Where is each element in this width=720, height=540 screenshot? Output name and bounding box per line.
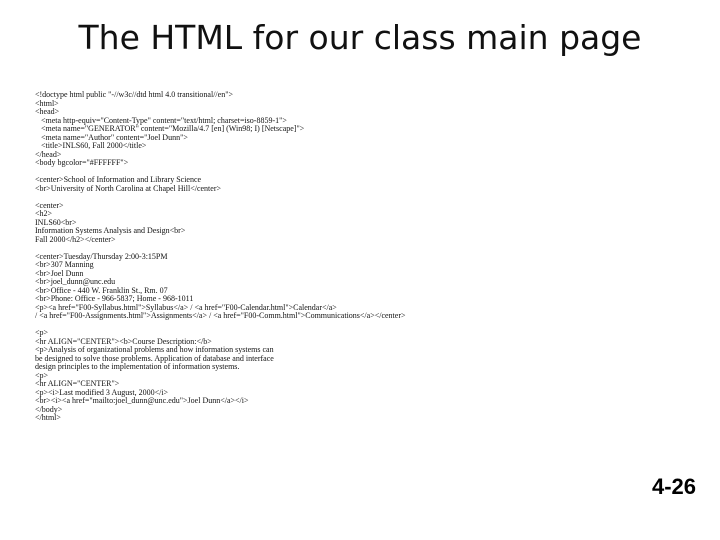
code-line	[35, 321, 695, 330]
code-line	[35, 244, 695, 253]
code-line: <body bgcolor="#FFFFFF">	[35, 159, 129, 167]
code-line: <meta name="GENERATOR" content="Mozilla/4.7 [en] (Win98; I) [Netscape]">	[35, 125, 305, 133]
code-line: <p>Analysis of organizational problems and how information systems can	[35, 346, 274, 354]
code-line: <h2>	[35, 210, 53, 218]
slide-number: 4-26	[651, 474, 696, 499]
code-line: <br>joel_dunn@unc.edu	[35, 278, 116, 286]
code-line: <br>Joel Dunn	[35, 269, 84, 278]
code-line: Fall 2000</h2></center>	[35, 235, 116, 244]
code-line: <head>	[35, 108, 60, 116]
code-line: </head>	[35, 150, 62, 159]
code-line: Information Systems Analysis and Design<br>	[35, 227, 186, 235]
code-line: be designed to solve those problems. Application of database and interface	[35, 354, 274, 363]
code-line: <html>	[35, 99, 59, 108]
code-line: <br>Office - 440 W. Franklin St., Rm. 07	[35, 286, 168, 295]
code-line: <p>	[35, 371, 49, 380]
code-line: <p><i>Last modified 3 August, 2000</i>	[35, 388, 169, 397]
code-line	[35, 193, 695, 202]
code-line: <br><i><a href="mailto:joel_dunn@unc.edu">Joel Dunn</a></i>	[35, 397, 249, 405]
code-line: / <a href="F00-Assignments.html">Assignments</a> / <a href="F00-Comm.html">Communications</a></center>	[35, 312, 406, 320]
html-source-code-block	[35, 91, 695, 423]
code-line: <meta http-equiv="Content-Type" content="text/html; charset=iso-8859-1">	[35, 116, 287, 125]
code-line: <hr ALIGN="CENTER">	[35, 380, 120, 388]
slide-title: The HTML for our class main page	[78, 18, 642, 57]
code-line: </html>	[35, 414, 61, 422]
code-line: </body>	[35, 405, 63, 414]
code-line	[35, 168, 695, 177]
code-line: design principles to the implementation of information systems.	[35, 363, 240, 371]
code-line: <p><a href="F00-Syllabus.html">Syllabus</a> / <a href="F00-Calendar.html">Calendar</a>	[35, 303, 337, 312]
code-line: <title>INLS60, Fall 2000</title>	[35, 142, 147, 150]
code-line: <hr ALIGN="CENTER"><b>Course Description:</b>	[35, 337, 212, 346]
code-line: <center>	[35, 201, 64, 210]
code-line: <br>University of North Carolina at Chapel Hill</center>	[35, 184, 221, 193]
code-line: <br>Phone: Office - 966-5837; Home - 968-1011	[35, 295, 194, 303]
code-line: <!doctype html public "-//w3c//dtd html 4.0 transitional//en">	[35, 91, 233, 99]
code-line: INLS60<br>	[35, 218, 77, 227]
code-line: <br>307 Manning	[35, 261, 94, 269]
code-line: <center>Tuesday/Thursday 2:00-3:15PM	[35, 252, 168, 261]
code-line: <center>School of Information and Library Science	[35, 176, 202, 184]
code-line: <p>	[35, 329, 49, 337]
code-line: <meta name="Author" content="Joel Dunn">	[35, 133, 188, 142]
